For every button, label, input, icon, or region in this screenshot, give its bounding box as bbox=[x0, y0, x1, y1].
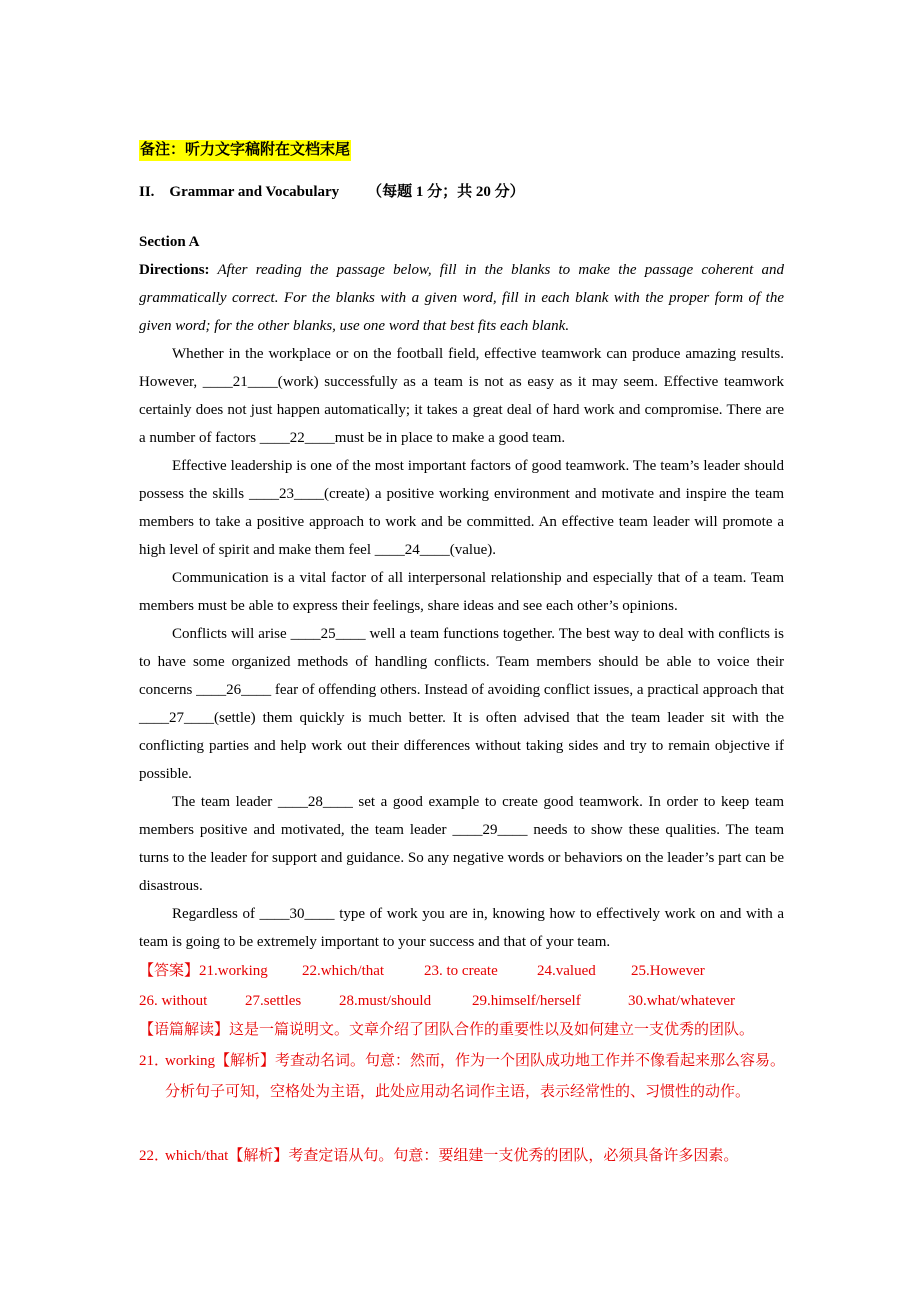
answer-item: 21.working bbox=[199, 963, 268, 979]
directions-text: After reading the passage below, fill in the blanks to make the passage coherent and grammatically correct. For the blanks with a given word, fill in each blank with the proper form of the given word; for the other blanks, use one word that best fits each blank. bbox=[139, 262, 784, 334]
answer-item: 30.what/whatever bbox=[628, 993, 736, 1009]
explanation-text: which/that【解析】考查定语从句。句意：要组建一支优秀的团队，必须具备许多因素。 bbox=[165, 1148, 739, 1164]
directions bbox=[139, 256, 784, 340]
passage-paragraph: Regardless of ____30____ type of work you are in, knowing how to effectively work on and with a team is going to be extremely important to your success and that of your team. bbox=[139, 906, 784, 950]
section-heading bbox=[139, 181, 525, 203]
passage-body bbox=[139, 256, 784, 956]
answer-label: 【答案】 bbox=[139, 963, 200, 979]
passage-paragraph: Conflicts will arise ____25____ well a team functions together. The best way to deal with conflicts is to have some organized methods of handling conflicts. Team members should be able to voice their concerns ____26____ fear of offending others. Instead of avoiding conflict issues, a practical approach that ____27____(settle) them quickly is much better. It is often advised that the team leader sit with the conflicting parties and help work out their differences without taking sides and try to remain objective if possible. bbox=[139, 626, 784, 782]
answer-item: 23. to create bbox=[424, 963, 498, 979]
section-marks: （每题 1 分；共 20 分） bbox=[367, 184, 525, 200]
passage-paragraph: Effective leadership is one of the most important factors of good teamwork. The team’s leader should possess the skills ____23____(create) a positive working environment and motivate and inspire the team members to take a positive approach to work and be committed. An effective team leader will promote a high level of spirit and make them feel ____24____(value). bbox=[139, 458, 784, 558]
passage-paragraph: Communication is a vital factor of all interpersonal relationship and especially that of a team. Team members must be able to express their feelings, share ideas and see each other’s opinions. bbox=[139, 570, 784, 614]
discourse-analysis: 【语篇解读】这是一篇说明文。文章介绍了团队合作的重要性以及如何建立一支优秀的团队。 bbox=[139, 1020, 755, 1038]
explanation-number: 21． bbox=[139, 1053, 170, 1069]
explanation-item bbox=[139, 1046, 799, 1108]
section-a-heading: Section A bbox=[139, 234, 200, 250]
answer-item: 29.himself/herself bbox=[472, 993, 581, 1009]
passage-paragraph: The team leader ____28____ set a good example to create good teamwork. In order to keep team members positive and motivated, the team leader ____29____ needs to show these qualities. The team turns to the leader for support and guidance. So any negative words or behaviors on the leader’s part can be disastrous. bbox=[139, 794, 784, 894]
answer-row-2 bbox=[139, 990, 799, 1012]
section-title: II. Grammar and Vocabulary bbox=[139, 184, 340, 200]
answer-item: 25.However bbox=[631, 963, 705, 979]
answer-item: 22.which/that bbox=[302, 963, 385, 979]
explanation-text: working【解析】考查动名词。句意：然而，作为一个团队成功地工作并不像看起来那么容易。分析句子可知，空格处为主语，此处应用动名词作主语，表示经常性的、习惯性的动作。 bbox=[165, 1053, 785, 1100]
explanation-item bbox=[139, 1141, 799, 1172]
answer-item: 26. without bbox=[139, 993, 208, 1009]
directions-label: Directions: bbox=[139, 262, 210, 278]
answer-row-1 bbox=[139, 960, 799, 982]
note-highlight: 备注：听力文字稿附在文档末尾 bbox=[139, 140, 351, 161]
answer-item: 27.settles bbox=[245, 993, 302, 1009]
passage-paragraph: Whether in the workplace or on the football field, effective teamwork can produce amazing results. However, ____21____(work) successfully as a team is not as easy as it may seem. Effective teamwork certainly does not just happen automatically; it takes a great deal of hard work and compromise. There are a number of factors ____22____must be in place to make a good team. bbox=[139, 346, 784, 446]
answer-item: 24.valued bbox=[537, 963, 596, 979]
explanation-number: 22． bbox=[139, 1148, 170, 1164]
answer-item: 28.must/should bbox=[339, 993, 432, 1009]
